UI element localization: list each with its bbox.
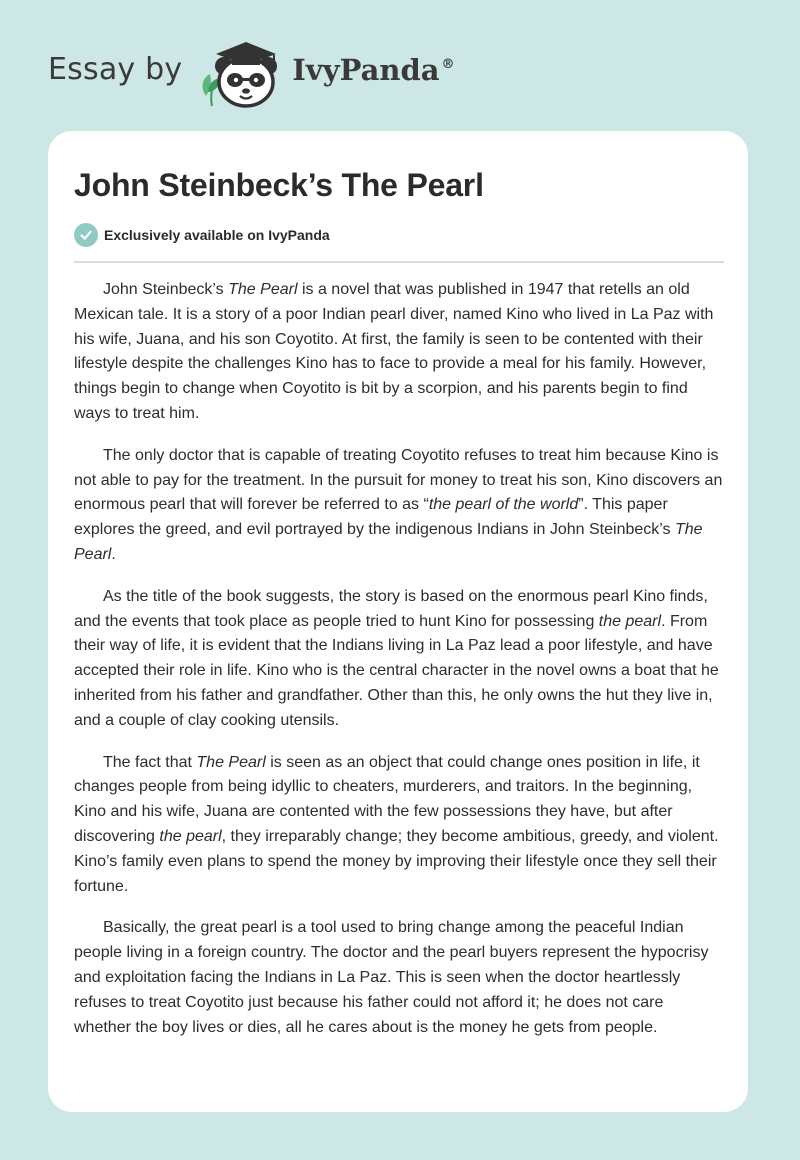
- panda-graduate-icon: [196, 32, 288, 110]
- italic-run: The Pearl: [74, 521, 703, 563]
- paragraph-2: [74, 444, 724, 568]
- paragraph-3: [74, 585, 724, 734]
- text-run: is a novel that was published in 1947 that retells an old Mexican tale. It is a story of a poor Indian pearl diver, named Kino who lived in La Paz with his wife, Juana, and his son Coyotito. At first, the family is seen to be contented with their lifestyle despite the challenges Kino has to face to provide a meal for his family. However, things begin to change when Coyotito is bit by a scorpion, and his parents begin to find ways to treat him.: [74, 281, 714, 422]
- text-run: The only doctor that is capable of treating Coyotito refuses to treat him because Kino is not able to pay for the treatment. In the pursuit for money to treat his son, Kino discovers an enormous pearl that will forever be referred to as “: [74, 446, 723, 514]
- text-run: , they irreparably change; they become ambitious, greedy, and violent. Kino’s family even plans to spend the money by improving their lifestyle once they sell their fortune.: [74, 827, 719, 895]
- text-run: .: [111, 545, 116, 563]
- text-run: The fact that: [103, 753, 197, 771]
- text-run: ”. This paper explores the greed, and evil portrayed by the indigenous Indians in John Steinbeck’s: [74, 496, 675, 539]
- page-title: John Steinbeck’s The Pearl: [74, 167, 484, 203]
- brand-name: [292, 53, 454, 87]
- paragraph-1: [74, 278, 724, 427]
- italic-run: The Pearl: [228, 281, 298, 298]
- text-run: Basically, the great pearl is a tool used to bring change among the peaceful Indian people living in a foreign country. The doctor and the pearl buyers represent the hypocrisy and exploitation facing the Indians in La Paz. This is seen when the doctor heartlessly refuses to treat Coyotito just because his father could not afford it; he does not care whether the boy lives or dies, all he cares about is the money he gets from people.: [74, 919, 709, 1036]
- italic-run: the pearl: [159, 827, 222, 845]
- registered-mark: ®: [441, 57, 455, 72]
- check-circle-icon: [74, 223, 98, 247]
- italic-run: The Pearl: [196, 753, 266, 771]
- site-header: [48, 32, 752, 110]
- text-run: John Steinbeck’s: [103, 281, 229, 298]
- italic-run: the pearl of the world: [428, 496, 579, 514]
- text-run: is seen as an object that could change ones position in life, it changes people from being idyllic to cheaters, murderers, and traitors. In the beginning, Kino and his wife, Juana are contented with the few possessions they have, but after discovering: [74, 753, 700, 845]
- italic-run: the pearl: [598, 612, 662, 630]
- divider: [74, 261, 724, 263]
- paragraph-4: [74, 751, 724, 900]
- essay-card: [48, 131, 748, 1112]
- text-run: As the title of the book suggests, the story is based on the enormous pearl Kino finds, and the events that took place as people tried to hunt Kino for possessing: [74, 587, 708, 630]
- availability-badge: [74, 223, 330, 247]
- brand-label: IvyPanda: [292, 53, 440, 87]
- paragraph-5: [74, 916, 724, 1040]
- text-run: . From their way of life, it is evident that the Indians living in La Paz lead a poor lifestyle, and have accepted their role in life. Kino who is the central character in the novel owns a boat that he inherited from his father and grandfather. Other than this, he only owns the hut they live in, and a couple of clay cooking utensils.: [74, 612, 719, 729]
- availability-text: Exclusively available on IvyPanda: [104, 227, 330, 243]
- essay-body: [74, 278, 724, 1057]
- essay-by-label: Essay by: [48, 51, 183, 87]
